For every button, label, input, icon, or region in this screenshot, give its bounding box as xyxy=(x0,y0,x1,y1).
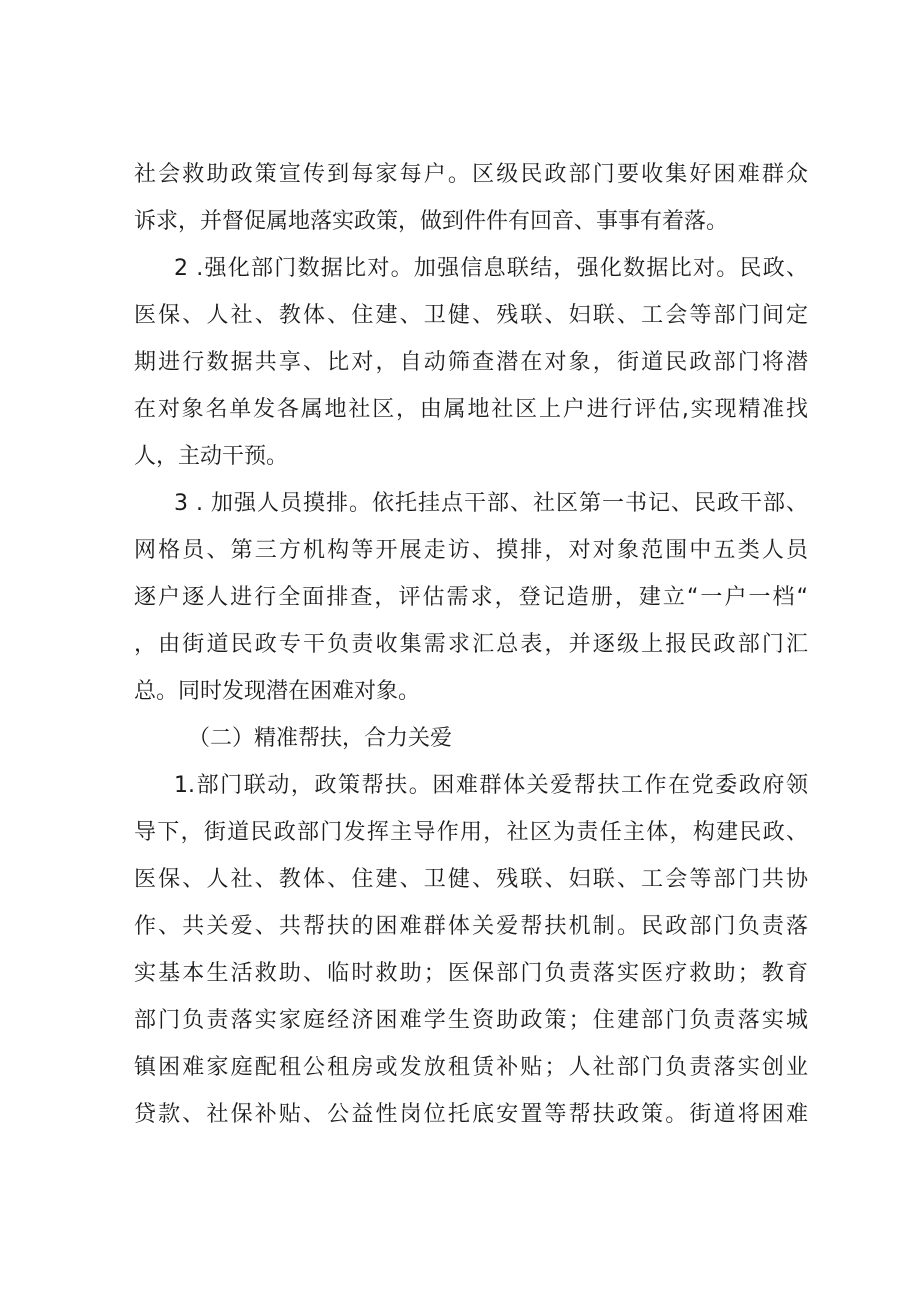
paragraph-line: 社会救助政策宣传到每家每户。区级民政部门要收集好困难群众 xyxy=(134,162,808,187)
paragraph-line: ，由街道民政专干负责收集需求汇总表，并逐级上报民政部门汇 xyxy=(134,632,808,657)
paragraph-line: 镇困难家庭配租公租房或发放租赁补贴；人社部门负责落实创业 xyxy=(134,1055,808,1080)
paragraph-line: 人，主动干预。 xyxy=(134,444,289,469)
section-heading: （二）精准帮扶，合力关爱 xyxy=(188,726,453,751)
paragraph-line: 在对象名单发各属地社区，由属地社区上户进行评估,实现精准找 xyxy=(134,397,808,422)
paragraph-line: 逐户逐人进行全面排查，评估需求，登记造册，建立“一户一档“ xyxy=(134,585,808,610)
paragraph-line: 作、共关爱、共帮扶的困难群体关爱帮扶机制。民政部门负责落 xyxy=(134,914,808,939)
paragraph-line: 期进行数据共享、比对，自动筛查潜在对象，街道民政部门将潜 xyxy=(134,350,808,375)
paragraph-line: 2 .强化部门数据比对。加强信息联结，强化数据比对。民政、 xyxy=(174,256,808,281)
paragraph-line: 医保、人社、教体、住建、卫健、残联、妇联、工会等部门间定 xyxy=(134,303,808,328)
paragraph-line: 总。同时发现潜在困难对象。 xyxy=(134,679,421,704)
paragraph-line: 3 . 加强人员摸排。依托挂点干部、社区第一书记、民政干部、 xyxy=(174,491,808,516)
paragraph-line: 贷款、社保补贴、公益性岗位托底安置等帮扶政策。街道将困难 xyxy=(134,1102,808,1127)
paragraph-line: 导下，街道民政部门发挥主导作用，社区为责任主体，构建民政、 xyxy=(134,820,808,845)
paragraph-line: 1.部门联动，政策帮扶。困难群体关爱帮扶工作在党委政府领 xyxy=(174,773,808,798)
paragraph-line: 部门负责落实家庭经济困难学生资助政策；住建部门负责落实城 xyxy=(134,1008,808,1033)
paragraph-line: 医保、人社、教体、住建、卫健、残联、妇联、工会等部门共协 xyxy=(134,867,808,892)
paragraph-line: 诉求，并督促属地落实政策，做到件件有回音、事事有着落。 xyxy=(134,209,729,234)
paragraph-line: 实基本生活救助、临时救助；医保部门负责落实医疗救助；教育 xyxy=(134,961,808,986)
paragraph-line: 网格员、第三方机构等开展走访、摸排，对对象范围中五类人员 xyxy=(134,538,808,563)
